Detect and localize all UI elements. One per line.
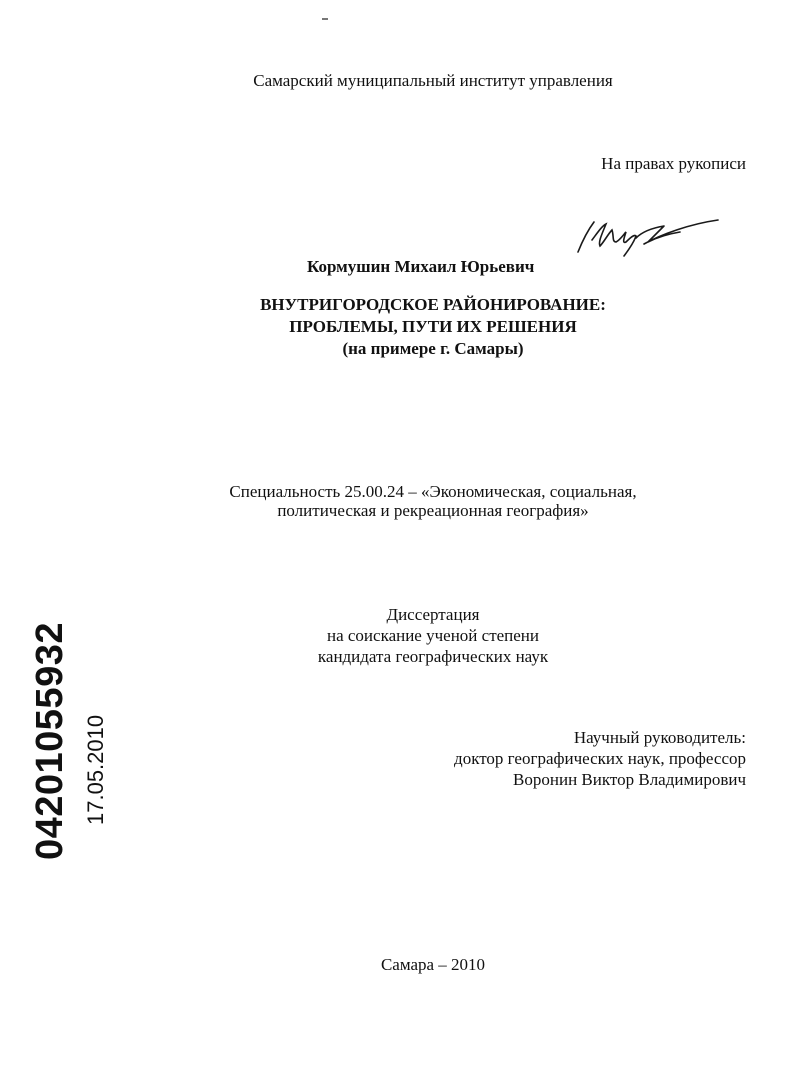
title-line-3: (на примере г. Самары) (342, 339, 524, 358)
supervisor-label: Научный руководитель: (573, 728, 746, 747)
dissertation-line-3: кандидата географических наук (317, 647, 549, 666)
scan-speck (322, 18, 328, 20)
supervisor-degree: доктор географических наук, профессор (454, 749, 746, 768)
author-name: Кормушин Михаил Юрьевич (307, 257, 535, 276)
rights-note: На правах рукописи (601, 154, 746, 173)
library-stamp-number: 04201055932 (29, 622, 71, 860)
dissertation-line-1: Диссертация (386, 605, 480, 624)
institution-name: Самарский муниципальный институт управления (253, 71, 613, 90)
specialty-line-2: политическая и рекреационная география» (277, 501, 589, 520)
specialty-line-1: Специальность 25.00.24 – «Экономическая, социальная, (229, 482, 637, 501)
library-stamp-date: 17.05.2010 (83, 714, 108, 825)
supervisor-name: Воронин Виктор Владимирович (513, 770, 746, 789)
city-year: Самара – 2010 (380, 955, 486, 974)
dissertation-line-2: на соискание ученой степени (326, 626, 540, 645)
title-line-2: ПРОБЛЕМЫ, ПУТИ ИХ РЕШЕНИЯ (289, 317, 577, 336)
title-line-1: ВНУТРИГОРОДСКОЕ РАЙОНИРОВАНИЕ: (260, 295, 606, 314)
author-signature (572, 212, 722, 262)
